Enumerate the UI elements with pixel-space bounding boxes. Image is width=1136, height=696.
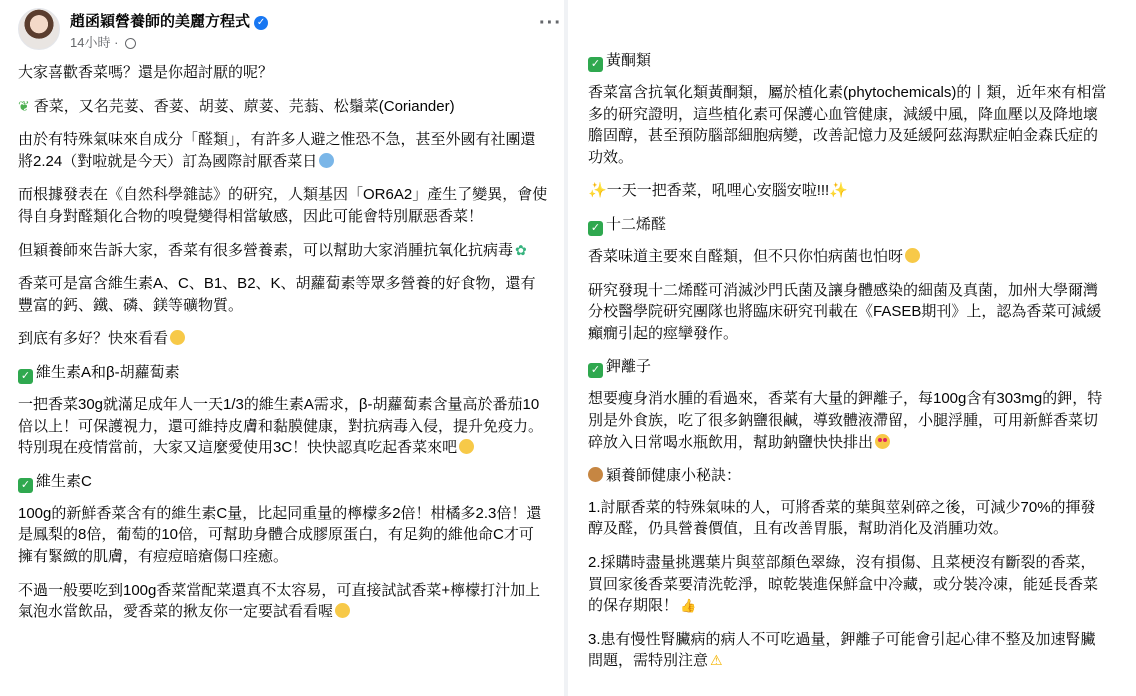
paragraph <box>588 497 1108 540</box>
heading-text: 穎養師健康小秘訣： <box>606 467 742 485</box>
paragraph <box>18 240 548 262</box>
section-heading <box>588 50 1108 72</box>
author-name[interactable] <box>70 10 268 31</box>
paragraph <box>588 388 1108 453</box>
sparkles-icon: ✨ <box>829 182 848 200</box>
author-name-text[interactable]: 趙函穎營養師的美麗方程式 <box>70 13 251 30</box>
section-heading <box>18 471 548 493</box>
text: 一把香菜30g就滿足成年人一天1/3的維生素A需求，β-胡蘿蔔素含量高於番茄10倍以上！可保護視力，還可維持皮膚和黏膜健康，對抗病毒入侵，提升免疫力。特別現在疫情當前，大家又這麼愛使用3C！快快認真吃起香菜來吧 <box>18 395 544 457</box>
sparkles-icon: ✨ <box>588 182 607 200</box>
check-mark-icon: ✓ <box>18 478 33 493</box>
text: 香菜可是富含維生素A、C、B1、B2、K、胡蘿蔔素等眾多營養的好食物，還有豐富的鈣、鐵、磷、鎂等礦物質。 <box>18 275 536 314</box>
heading-text: 鉀離子 <box>606 358 652 376</box>
paragraph <box>18 394 548 459</box>
paragraph <box>18 129 548 172</box>
heading-text: 黃酮類 <box>606 52 652 69</box>
paragraph <box>18 273 548 316</box>
text: 想要瘦身消水腫的看過來，香菜有大量的鉀離子，每100g含有303mg的鉀，特別是外食族，吃了很多鈉鹽很鹹，導致體液滯留，小腿浮腫，可用新鮮香菜切碎放入日常喝水瓶飲用，幫助鈉鹽快快排出 <box>588 390 1103 451</box>
heading-text: 維生素A和β-胡蘿蔔素 <box>36 363 180 381</box>
post-column-left <box>0 0 564 696</box>
text: 3.患有慢性腎臟病的病人不可吃過量，鉀離子可能會引起心律不整及加速腎臟問題，需特別注意 <box>588 630 1096 670</box>
text: 1.討厭香菜的特殊氣味的人，可將香菜的葉與莖剁碎之後，可減少70%的揮發醇及醛，仍具營養價值，且有改善胃脹，幫助消化及消腫功效。 <box>588 498 1096 538</box>
post-meta: 14小時 · <box>70 32 136 51</box>
post-body-right <box>588 50 1108 684</box>
text: 而根據發表在《自然科學雜誌》的研究，人類基因「OR6A2」產生了變異，會使得自身對醛類化合物的嗅覺變得相當敏感，因此可能會特別厭惡香菜！ <box>18 186 548 225</box>
text: 由於有特殊氣味來自成分「醛類」，有許多人避之惟恐不急，甚至外國有社團還將2.24（對啦就是今天）訂為國際討厭香菜日 <box>18 131 536 170</box>
paragraph <box>588 246 1108 268</box>
heading-text: 維生素C <box>36 472 92 490</box>
warning-icon: ⚠ <box>710 652 723 669</box>
check-mark-icon: ✓ <box>588 57 603 72</box>
woman-icon <box>588 467 603 482</box>
post-time[interactable]: 14小時 <box>70 35 111 50</box>
smiling-face-icon <box>335 603 350 618</box>
verified-badge-icon: ✓ <box>254 16 268 30</box>
section-heading <box>588 356 1108 378</box>
paragraph <box>18 96 548 118</box>
paragraph <box>18 62 548 84</box>
globe-icon <box>125 38 136 49</box>
section-heading <box>588 465 1108 487</box>
microbe-icon: ✿ <box>515 241 527 258</box>
text: 香菜富含抗氧化類黃酮類，屬於植化素(phytochemicals)的丨類，近年來有相當多的研究證明，這些植化素可保護心血管健康，減緩中風，降血壓以及降地壞膽固醇，甚至預防腦部細胞病變，改善記憶力及延緩阿茲海默症帕金森氏症的功效。 <box>588 84 1107 166</box>
text: 香菜味道主要來自醛類，但不只你怕病菌也怕呀 <box>588 247 904 265</box>
text: 不過一般要吃到100g香菜當配菜還真不太容易，可直接試試香菜+檸檬打汁加上氣泡水當飲品，愛香菜的揪友你一定要試看看喔 <box>18 581 541 621</box>
text: 2.採購時盡量挑選葉片與莖部顏色翠綠，沒有損傷、且菜梗沒有斷裂的香菜，買回家後香菜要清洗乾淨，晾乾裝進保鮮盒中冷藏，或分裝冷凍，能延長香菜的保存期限！ <box>588 553 1099 615</box>
heading-text: 十二烯醛 <box>606 215 667 233</box>
section-heading <box>588 214 1108 236</box>
avatar[interactable] <box>18 8 60 50</box>
text: 研究發現十二烯醛可消滅沙門氏菌及讓身體感染的細菌及真菌，加州大學爾灣分校醫學院研究團隊也將臨床研究刊載在《FASEB期刊》上，認為香菜可減緩癲癇引起的痙攣發作。 <box>588 281 1102 342</box>
paragraph <box>18 580 548 623</box>
post-column-right <box>568 0 1136 696</box>
text: 但穎養師來告訴大家，香菜有很多營養素，可以幫助大家消腫抗氧化抗病毒 <box>18 241 514 259</box>
smiling-face-icon <box>170 330 185 345</box>
thumbs-up-icon: 👍 <box>680 598 697 614</box>
paragraph <box>588 552 1108 617</box>
more-options-icon[interactable]: ··· <box>539 12 562 34</box>
heart-eyes-face-icon <box>875 434 890 449</box>
post-header <box>18 8 562 58</box>
grinning-face-icon <box>905 248 920 263</box>
paragraph <box>18 503 548 568</box>
text: 一天一把香菜，吼哩心安腦安啦!!! <box>606 182 830 200</box>
grinning-face-icon <box>459 439 474 454</box>
text: 100g的新鮮香菜含有的維生素C量，比起同重量的檸檬多2倍！柑橘多2.3倍！還是鳳梨的8倍，葡萄的10倍，可幫助身體合成膠原蛋白，有足夠的維他命C才可擁有緊緻的肌膚，有痘痘暗瘡傷口痊癒。 <box>18 504 542 565</box>
check-mark-icon: ✓ <box>18 369 33 384</box>
text: 香菜，又名芫荽、香荽、胡荽、蒝荽、芫蓊、松鬚菜(Coriander) <box>33 97 455 115</box>
paragraph <box>18 328 548 350</box>
section-heading <box>18 362 548 384</box>
paragraph <box>588 629 1108 672</box>
post-body-left <box>18 62 548 635</box>
paragraph <box>588 180 1108 202</box>
text: 到底有多好？快來看看 <box>18 330 169 348</box>
check-mark-icon: ✓ <box>588 363 603 378</box>
check-mark-icon: ✓ <box>588 221 603 236</box>
herb-icon: ❦ <box>18 97 30 114</box>
paragraph <box>18 184 548 227</box>
paragraph <box>588 280 1108 345</box>
screaming-face-icon <box>319 153 334 168</box>
paragraph <box>588 82 1108 168</box>
text: 大家喜歡香菜嗎？還是你超討厭的呢？ <box>18 64 274 81</box>
